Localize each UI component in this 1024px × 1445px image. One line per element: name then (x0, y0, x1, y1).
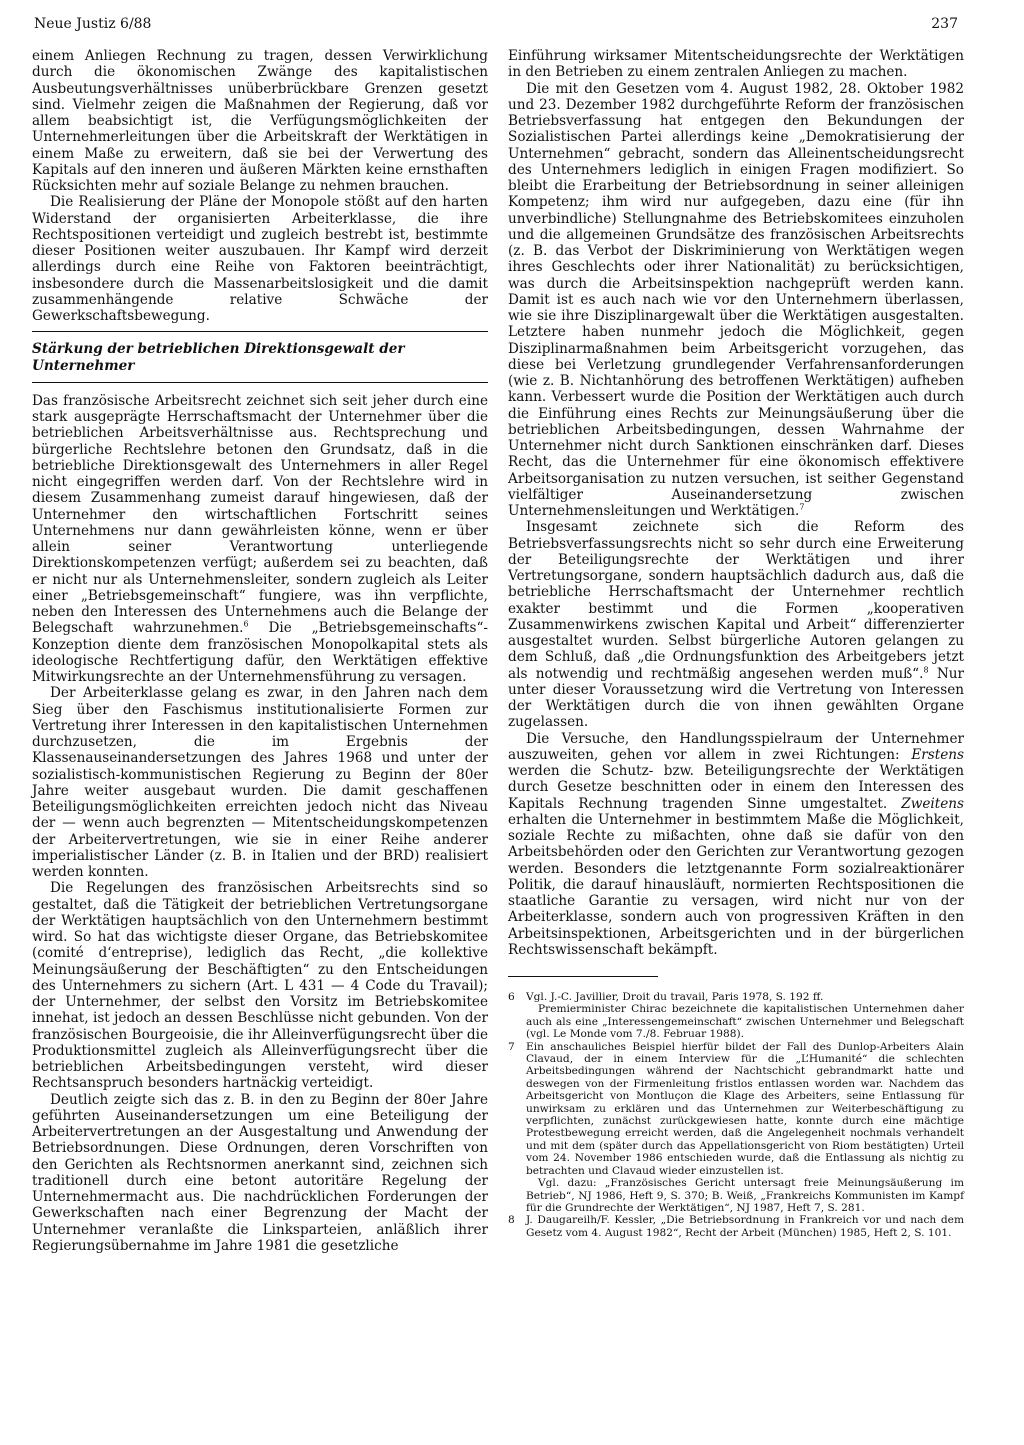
running-header-journal: Neue Justiz 6/88 (34, 16, 152, 32)
footnote-line: Vgl. dazu: „Französisches Gericht untersagt freie Meinungsäußerung im Betrieb“, NJ 1986, Heft 9, S. 370; B. Weiß, „Frankreichs Kommunisten im Kampf für die Grundrechte der Werktätigen“, NJ 1987, Heft 7, S. 281. (526, 1177, 964, 1214)
paragraph (508, 731, 964, 959)
footnote-line: Ein anschauliches Beispiel hierfür bildet der Fall des Dunlop-Arbeiters Alain Clavaud, der in einem Interview für die „L’Humanité“ die schlechten Arbeitsbedingungen während der Nachtschicht gebrandmarkt hatte und deswegen von der Firmenleitung fristlos entlassen worden war. Nachdem das Arbeitsgericht von Montluçon die Klage des Arbeiters, seine Entlassung für unwirksam zu erklären und das Unternehmen zur Weiterbeschäftigung zu verpflichten, zunächst zurückgewiesen hatte, konnte durch eine mächtige Protestbewegung erreicht werden, daß die Angelegenheit nochmals verhandelt und mit dem (später durch das Appellationsgericht von Riom bestätigten) Urteil vom 24. November 1986 entschieden wurde, daß die Entlassung als nichtig zu betrachten und Clavaud wieder einzustellen ist. (526, 1040, 964, 1177)
paragraph: Deutlich zeigte sich das z. B. in den zu Beginn der 80er Jahre geführten Auseinandersetzungen um eine Beteiligung der Arbeitervertretungen an der Ausgestaltung und Anwendung der Betriebsordnungen. Diese Ordnungen, deren Vorschriften von den Gerichten als Rechtsnormen anerkannt sind, zeichnen sich traditionell durch eine betont autoritäre Regelung der Unternehmermacht aus. Die nachdrücklichen Forderungen der Gewerkschaften nach einer Begrenzung der Macht der Unternehmer veranlaßte die Linksparteien, anläßlich ihrer Regierungsübernahme im Jahre 1981 die gesetzliche (32, 1091, 488, 1254)
footnote-6 (508, 991, 964, 1041)
footnote-number: 8 (508, 1214, 515, 1227)
footnote-number: 7 (508, 1040, 515, 1053)
left-column (32, 48, 488, 1254)
paragraph (508, 81, 964, 520)
footnote-text (526, 991, 964, 1041)
paragraph-text: Die Versuche, den Handlungsspielraum der Unternehmer auszuweiten, gehen vor allem in zwei Richtungen: (508, 730, 964, 763)
right-column (508, 48, 964, 1239)
paragraph-text: erhalten die Unternehmer in bestimmtem Maße die Möglichkeit, soziale Rechte zu mißachten, ohne daß sie dafür von den Arbeitsbehörden oder den Gerichten zur Verantwortung gezogen werden. Besonders die letztgenannte Form sozialreaktionärer Politik, die darauf hinausläuft, normierten Rechtspositionen die staatliche Garantie zu versagen, wird nicht nur von der Arbeiterklasse, sondern auch von progressiven Kräften in den Arbeitsinspektionen, Arbeitsgerichten und in der bürgerlichen Rechtswissenschaft bekämpft. (508, 811, 964, 958)
paragraph-text: Die „Betriebsgemeinschafts“-Konzeption diente dem französischen Monopolkapital stets als ideologische Rechtfertigung dafür, den Werktätigen effektive Mitwirkungsrechte an der Unternehmensführung zu versagen. (32, 620, 488, 685)
paragraph: Einführung wirksamer Mitentscheidungsrechte der Werktätigen in den Betrieben zu einem zentralen Anliegen zu machen. (508, 48, 964, 81)
emphasis-erstens: Erstens (911, 746, 964, 763)
footnote-ref-8[interactable]: 8 (923, 664, 929, 674)
paragraph: Die Realisierung der Pläne der Monopole stößt auf den harten Widerstand der organisierten Arbeiterklasse, die ihre Rechtspositionen verteidigt und zugleich bestrebt ist, bestimmte dieser Positionen weiter auszubauen. Ihr Kampf wird derzeit allerdings durch eine Reihe von Faktoren beeinträchtigt, insbesondere durch die Massenarbeitslosigkeit und die damit zusammenhängende relative Schwäche der Gewerkschaftsbewegung. (32, 194, 488, 324)
footnote-ref-6[interactable]: 6 (243, 619, 249, 629)
footnote-ref-7[interactable]: 7 (799, 502, 805, 512)
section-heading: Stärkung der betrieblichen Direktionsgewalt der Unternehmer (32, 332, 488, 383)
paragraph: Der Arbeiterklasse gelang es zwar, in den Jahren nach dem Sieg über den Faschismus institutionalisierte Formen zur Vertretung ihrer Interessen in den kapitalistischen Unternehmen durchzusetzen, die im Ergebnis der Klassenauseinandersetzungen des Jahres 1968 und unter der sozialistisch-kommunistischen Regierung zu Beginn der 80er Jahre weiter ausgebaut wurden. Die damit geschaffenen Beteiligungsmöglichkeiten erreichten jedoch nicht das Niveau der — wenn auch begrenzten — Mitentscheidungskompetenzen der Arbeitervertretungen, wie sie in einer Reihe anderer imperialistischer Länder (z. B. in Italien und der BRD) realisiert werden konnten. (32, 685, 488, 880)
footnote-line: Premierminister Chirac bezeichnete die kapitalistischen Unternehmen daher auch als eine „Interessengemeinschaft“ zwischen Unternehmer und Belegschaft (vgl. Le Monde vom 7./8. Februar 1988). (526, 1003, 964, 1041)
paragraph-text: Die mit den Gesetzen vom 4. August 1982, 28. Oktober 1982 und 23. Dezember 1982 durchgeführte Reform der französischen Betriebsverfassung hat entgegen den Bekundungen der Sozialistischen Partei allerdings keine „Demokratisierung der Unternehmen“ gebracht, sondern das Alleinentscheidungsrecht des Unternehmers lediglich in einigen Fragen modifiziert. So bleibt die Erarbeitung der Betriebsordnung in seiner alleinigen Kompetenz; ihm wird nur aufgegeben, dazu eine (für ihn unverbindliche) Stellungnahme des Betriebskomitees einzuholen und die allgemeinen Grundsätze des französischen Arbeitsrechts (z. B. das Verbot der Diskriminierung von Werktätigen wegen ihres Geschlechts oder ihrer Nationalität) zu berücksichtigen, was durch die Arbeitsinspektion nachgeprüft werden kann. Damit ist es auch nach wie vor den Unternehmern überlassen, wie sie ihre Disziplinargewalt über die Werktätigen ausgestalten. Letztere haben nunmehr jedoch die Möglichkeit, gegen Disziplinarmaßnahmen beim Arbeitsgericht vorzugehen, das diese bei Verletzung grundlegender Verfahrensanforderungen (wie z. B. Nichtanhörung des betroffenen Werktätigen) aufheben kann. Verbessert wurde die Position der Werktätigen auch durch die Einführung eines Rechts zur Meinungsäußerung über die betrieblichen Arbeitsbedingungen, dessen Wahrnahme der Unternehmer nicht durch Sanktionen einschränken darf. Dieses Recht, das die Unternehmer für eine ökonomisch effektivere Arbeitsorganisation zu nutzen versuchen, ist seither Gegenstand vielfältiger Auseinandersetzung zwischen Unternehmensleitungen und Werktätigen. (508, 80, 964, 519)
footnote-number: 6 (508, 991, 515, 1003)
footnote-7 (508, 1041, 964, 1215)
page-number: 237 (931, 16, 958, 32)
paragraph-text: Nur unter dieser Voraussetzung wird die Vertretung von Interessen der Werktätigen durch die von ihnen gewählten Organe zugelassen. (508, 665, 965, 731)
paragraph-text: werden die Schutz- bzw. Beteiligungsrechte der Werktätigen durch Gesetze beschnitten oder in einem den Interessen des Kapitals Rechnung tragenden Sinne umgestaltet. (508, 763, 964, 812)
emphasis-zweitens: Zweitens (901, 795, 964, 812)
paragraph: einem Anliegen Rechnung zu tragen, dessen Verwirklichung durch die ökonomischen Zwänge des kapitalistischen Ausbeutungsverhältnisses unüberbrückbare Grenzen gesetzt sind. Vielmehr zeigen die Maßnahmen der Regierung, daß vor allem beabsichtigt ist, die Verfügungsmöglichkeiten der Unternehmerleitungen über die Arbeitskraft der Werktätigen in einem Maße zu erweitern, daß sie bei der Verwertung des Kapitals auf den inneren und äußeren Märkten keine ernsthaften Rücksichten mehr auf soziale Belange zu nehmen brauchen. (32, 48, 488, 194)
paragraph (32, 393, 488, 686)
paragraph (508, 519, 964, 730)
footnote-divider (508, 976, 658, 977)
footnote-text (526, 1041, 964, 1215)
footnotes (508, 991, 964, 1239)
paragraph-text: Das französische Arbeitsrecht zeichnet sich seit jeher durch eine stark ausgeprägte Herrschaftsmacht der Unternehmer über die betrieblichen Arbeitsverhältnisse aus. Rechtsprechung und bürgerliche Rechtslehre betonen den Grundsatz, daß in die betriebliche Direktionsgewalt des Unternehmers in aller Regel nicht eingegriffen werden darf. Von der Rechtslehre wird in diesem Zusammenhang zumeist darauf hingewiesen, daß der Unternehmer den wirtschaftlichen Fortschritt seines Unternehmens nur dann gewährleisten könne, wenn er über allein seiner Verantwortung unterliegende Direktionskompetenzen verfügt; außerdem sei zu beachten, daß er nicht nur als Unternehmensleiter, sondern zugleich als Leiter einer „Betriebsgemeinschaft“ fungiere, was ihn verpflichte, neben den Interessen des Unternehmens auch die Belange der Belegschaft wahrzunehmen. (32, 392, 488, 637)
footnote-line: Vgl. J.-C. Javillier, Droit du travail, Paris 1978, S. 192 ff. (526, 991, 824, 1003)
paragraph-text: Insgesamt zeichnete sich die Reform des Betriebsverfassungsrechts nicht so sehr durch eine Erweiterung der Beteiligungsrechte der Werktätigen und ihrer Vertretungsorgane, sondern hauptsächlich dadurch aus, daß die betriebliche Herrschaftsmacht der Unternehmer rechtlich exakter bestimmt und die Formen „kooperativen Zusammenwirkens zwischen Kapital und Arbeit“ differenzierter ausgestaltet wurden. Selbst bürgerliche Autoren gelangen zu dem Schluß, daß „die Ordnungsfunktion des Arbeitgebers jetzt als notwendig und rechtmäßig angesehen werden muß“. (508, 519, 964, 682)
paragraph: Die Regelungen des französischen Arbeitsrechts sind so gestaltet, daß die Tätigkeit der betrieblichen Vertretungsorgane der Werktätigen hauptsächlich von den Unternehmern bestimmt wird. So hat das wichtigste dieser Organe, das Betriebskomitee (comité d‘entreprise), lediglich das Recht, „die kollektive Meinungsäußerung der Beschäftigten“ zu den Entscheidungen des Unternehmers zu sichern (Art. L 431 — 4 Code du Travail); der Unternehmer, der selbst den Vorsitz im Betriebskomitee innehat, ist jedoch an dessen Beschlüsse nicht gebunden. Von der französischen Bourgeoisie, die ihr Alleinverfügungsrecht über die Produktionsmittel zugleich als Alleinverfügungsrecht über die betrieblichen Arbeitsbedingungen versteht, wird dieser Rechtsanspruch besonders hartnäckig verteidigt. (32, 880, 488, 1092)
footnote-8 (508, 1214, 964, 1239)
footnote-text: J. Daugareilh/F. Kessler, „Die Betriebsordnung in Frankreich vor und nach dem Gesetz vom 4. August 1982“, Recht der Arbeit (München) 1985, Heft 2, S. 101. (526, 1214, 964, 1239)
